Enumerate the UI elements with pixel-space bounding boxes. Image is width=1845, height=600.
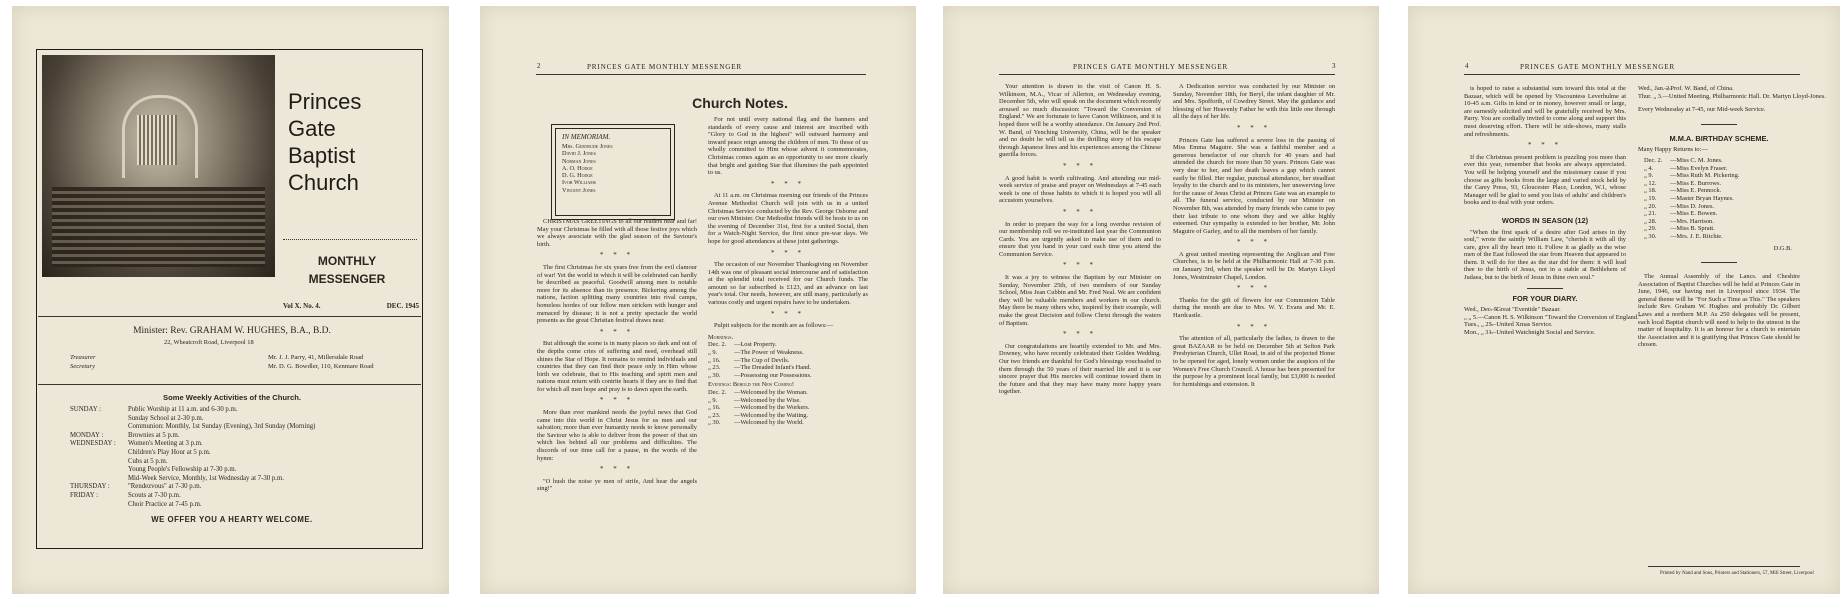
pulpit-subject-date: Dec. 2. (708, 341, 727, 349)
activity-line: Scouts at 7-30 p.m. (128, 491, 181, 499)
activity-day: FRIDAY : (70, 491, 99, 499)
birthday-entry-date: „ 29. (1644, 225, 1657, 233)
birthday-entry-text: —Miss E. Burrows. (1670, 179, 1722, 187)
activity-lines (128, 432, 180, 441)
running-header: PRINCES GATE MONTHLY MESSENGER (1073, 63, 1228, 71)
monthly-messenger-title (280, 252, 414, 288)
pulpit-subject-text: —Welcomed by the World. (734, 419, 804, 427)
birthday-entry (1644, 233, 1800, 241)
page-4 (1408, 6, 1840, 594)
memoriam-name: D. G. Hodge (562, 172, 593, 180)
right-column (708, 116, 868, 427)
activity-row (46, 440, 418, 483)
paragraph: Your attention is drawn to the visit of Canon H. S. Wilkinson, M.A., Vicar of Allerton, on Wednesday evening, December 5th, who will speak on the document which recently aroused so much discussion: "Toward the Conversion of England." We are fortunate to have Canon Wilkinson, and it is hoped there will be a worthy attendance. On January 2nd Prof. W. Band, of Yenching University, China, will be the speaker and no doubt he will tell us the thrilling story of his escape through Japanese lines and his experiences among the Chinese guerilla forces. (999, 83, 1161, 159)
pulpit-subject-date: „ 23. (708, 411, 721, 419)
birthday-signature: D.G.B. (1773, 244, 1792, 252)
separator-stars: * * * (771, 309, 805, 318)
diary-entry-date: Wed., Jan. 2. (1638, 85, 1671, 92)
birthday-entry-date: „ 4. (1644, 164, 1654, 172)
diary-entry-text: —Prof. W. Band, of China. (1664, 85, 1734, 92)
running-header: PRINCES GATE MONTHLY MESSENGER (587, 63, 742, 71)
diary-entry-text: —United Xmas Service. (1490, 321, 1553, 329)
header-rule (999, 74, 1335, 75)
birthday-entry-text: —Master Bryan Haynes. (1670, 194, 1734, 202)
pulpit-subject (708, 389, 868, 397)
minister-address: 22, Wheatcroft Road, Liverpool 18 (164, 339, 254, 346)
birthday-entry-text: —Mrs. Harrison. (1670, 217, 1714, 225)
birthday-entry-date: „ 21. (1644, 210, 1657, 218)
pulpit-subject (708, 372, 868, 380)
officer-secretary (70, 363, 410, 370)
separator-stars: * * * (600, 465, 634, 474)
page-2-church-notes (480, 6, 916, 594)
diary-entry-text: —United Meeting, Philharmonic Hall. Dr. Martyn Lloyd-Jones. (1662, 92, 1826, 100)
birthday-entry-text: —Miss Ruth M. Pickering. (1670, 172, 1740, 180)
pulpit-subject (708, 412, 868, 420)
activity-line: Women's Meeting at 3 p.m. (128, 440, 203, 448)
monthly-line: MONTHLY (317, 254, 377, 268)
section-title: Church Notes. (692, 95, 788, 111)
pulpit-subject (708, 341, 868, 349)
evenings-list (708, 389, 868, 427)
page-1-cover (12, 6, 449, 594)
birthday-entry-date: „ 18. (1644, 187, 1657, 195)
diary-entry-date: „ „ 5. (1464, 313, 1478, 321)
birthday-entry-text: —Miss Evelyn Fraser. (1670, 164, 1728, 172)
activity-day: SUNDAY : (70, 406, 102, 413)
printer-imprint: Printed by Nand and Sons, Printers and Stationers, 57, Mill Street, Liverpool (1660, 571, 1814, 576)
paragraph: Princes Gate has suffered a severe loss in the passing of Miss Emma Maguire. She was a faithful member and a generous benefactor of our church for 40 years and had attended the church for more than 50 years. Princes Gate was very dear to her, and her death leaves a gap which cannot easily be filled. Her regular, punctual attendance, her steadfast loyalty to the church and to its ministers, her unswerving love for the cause of Jesus Christ at Princes Gate was an example to all. The funeral service, conducted by our Minister on November 8th, was attended by many friends who came to pay their last tribute to one whom they and we alike highly esteemed. Our sympathy is extended to her brother, Mr. John Maguire of Garley, and to all the members of her family. (1173, 136, 1335, 235)
activity-day: WEDNESDAY : (70, 440, 116, 448)
diary-entry (1638, 85, 1800, 93)
diary-list (1464, 306, 1642, 337)
activity-line: "Rendezvous" at 7-30 p.m. (128, 483, 202, 491)
pulpit-subject-date: „ 30. (708, 371, 721, 379)
diary-entry (1464, 329, 1626, 337)
birthday-entry (1644, 203, 1800, 211)
paragraph: More than ever mankind needs the joyful news that God came into this world in Christ Jesus for us men and our salvation; more than ever humanity needs to know personally the Saviour who is able to deliver from the power of that sin which lies behind all our problems and difficulties. The discords of our time call for a pause, in the words of the hymn: (537, 409, 697, 462)
memoriam-heading: IN MEMORIAM. (562, 133, 611, 141)
paragraph: If the Christmas present problem is puzzling you more than ever this year, remember that books are always appreciated. You will be helping yourself and the missionary cause if you choose as gifts books from the large and varied stock held by the Carey Press, 93, Gloucester Place, London, W.1, whose Manager will be glad to send you lists of adults' and children's books and to deal with your orders. (1464, 153, 1626, 207)
organ-arch (122, 95, 198, 178)
separator-stars: * * * (1063, 207, 1097, 216)
header-rule (1464, 74, 1800, 75)
section-divider (1701, 124, 1737, 125)
birthday-entry (1644, 225, 1800, 233)
pulpit-subject (708, 364, 868, 372)
officer-treasurer (70, 354, 410, 361)
pulpit-subject-text: —The Cup of Devils. (734, 356, 790, 364)
pulpit-subject-text: —The Dreaded Infant's Hand. (734, 364, 812, 372)
pulpit-subject (708, 404, 868, 412)
birthday-intro: Many Happy Returns to:— (1638, 146, 1708, 154)
separator-stars: * * * (1063, 161, 1097, 170)
activity-line: Communion: Monthly, 1st Sunday (Evening), 3rd Sunday (Morning) (128, 423, 316, 431)
officer-role: Secretary (70, 363, 96, 370)
diary-entry (1464, 313, 1642, 322)
birthday-list (1638, 157, 1800, 241)
separator-stars: * * * (1237, 284, 1271, 293)
page-3 (943, 6, 1379, 594)
diary-entry-text: —Great "Eventide" Bazaar. (1490, 306, 1561, 314)
activity-row (46, 492, 418, 509)
birthday-entry (1644, 157, 1800, 165)
cover-rule (38, 316, 421, 317)
paragraph: For not until every national flag and the banners and standards of every cause and interest are inscribed with "Glory to God in the highest" will outward harmony and inward peace reign among the children of men. To those of us wholly committed to Him whose advent it commemorates, Christmas comes again as an opportunity to see more clearly that bright and guiding Star that illumines the path appointed to us. (708, 116, 868, 177)
paragraph: A great united meeting representing the Anglican and Free Churches, is to be held at the Philharmonic Hall at 7-30 p.m. on January 3rd, when the speaker will be Dr. Martyn Lloyd Jones, Westminster Chapel, London. (1173, 250, 1335, 281)
evenings-label: Evenings: Behold the New Coming! (708, 381, 794, 389)
pulpit-subject-date: „ 16. (708, 404, 721, 412)
header-rule (536, 74, 866, 75)
title-line: Church (288, 170, 359, 195)
paragraph: Thanks for the gift of flowers for our Communion Table during the month are due to Mrs. W. Y. Evans and Mr. E. Hardcastle. (1173, 296, 1335, 320)
activity-row (46, 406, 418, 432)
pulpit-subject (708, 357, 868, 365)
birthday-entry-text: —Miss B. Spratt. (1670, 225, 1715, 233)
officer-name: Mr. J. J. Parry, 41, Millersdale Road (268, 354, 364, 361)
birthday-entry-date: „ 19. (1644, 194, 1657, 202)
separator-stars: * * * (771, 248, 805, 257)
midweek-note: Every Wednesday at 7-45, our Mid-week Service. (1638, 106, 1766, 114)
officer-name: Mr. D. G. Bowdler, 110, Kenmare Road (268, 363, 374, 370)
words-in-season-text: "When the first spark of a desire after God arises in thy soul," wrote the saintly William Law, "cherish it with all thy care, give all thy heart into it. Follow it as gladly as the wise men of the East followed the star from Heaven that appeared to them. It will do for thee as the star did for them: it will lead thee to the birth of Jesus, not in a stable at Bethlehem of Judaea, but to the birth of Jesus in thine own soul." (1464, 228, 1627, 282)
title-divider (283, 239, 417, 240)
paragraph: Our congratulations are heartily extended to Mr. and Mrs. Downey, who have recently celebrated their Golden Wedding. Our two friends are thankful for God's blessings vouchsafed to them through the 50 years of their married life and it is our sincere prayer that His mercies will continue toward them in the future and that they may have many more happy years together. (999, 342, 1161, 396)
birthday-entry-text: —Miss E. Bowen. (1670, 210, 1718, 218)
pulpit-subject (708, 419, 868, 427)
pulpit-subject-text: —Lost Property. (734, 341, 777, 349)
page-number: 2 (537, 62, 541, 70)
activity-row (46, 483, 418, 492)
left-column (537, 218, 697, 497)
diary-entry-text: —Canon H. S. Wilkinson "Toward the Conversion of England." (1477, 313, 1642, 321)
paragraph: A good habit is worth cultivating. And attending our mid-week service of praise and prayer on Wednesdays at 7-45 each week is one of those habits to which it is hoped you will all accustom yourselves. (999, 174, 1161, 205)
pulpit-subject-date: „ 9. (708, 396, 718, 404)
section-divider (1701, 262, 1737, 263)
activity-line: Public Worship at 11 a.m. and 6-30 p.m. (128, 406, 238, 413)
birthday-entry (1644, 195, 1800, 203)
activity-line: Sunday School at 2-30 p.m. (128, 414, 204, 422)
paragraph: Pulpit subjects for the month are as follows:— (714, 322, 834, 330)
running-header: PRINCES GATE MONTHLY MESSENGER (1520, 63, 1675, 71)
diary-entry (1464, 321, 1626, 329)
birthday-entry (1644, 165, 1800, 173)
birthday-scheme-title: M.M.A. BIRTHDAY SCHEME. (1669, 133, 1769, 143)
birthday-entry-date: „ 20. (1644, 202, 1657, 210)
birthday-entry (1644, 187, 1800, 195)
section-divider (1527, 288, 1563, 289)
pulpit-subject-date: „ 16. (708, 356, 721, 364)
diary-entry-date: Tues., „ 25. (1464, 321, 1494, 329)
issue-date: DEC. 1945 (386, 302, 419, 310)
printer-rule (1648, 566, 1800, 567)
volume-number: Vol X. No. 4. (283, 302, 321, 310)
diary-entry-date: Wed., Dec. 5. (1464, 306, 1499, 314)
activity-lines (128, 483, 201, 492)
activities-title: Some Weekly Activities of the Church. (163, 393, 301, 402)
paragraph: CHRISTMAS GREETINGS to all our readers near and far! May your Christmas be filled with all those festive joys which we always associate with the glad season of the Saviour's birth. (537, 218, 697, 248)
paragraph: "O hush the noise ye men of strife, And hear the angels sing!" (537, 477, 697, 493)
paragraph: It was a joy to witness the Baptism by our Minister on Sunday, November 25th, of two members of our Sunday School, Miss Jean Cubbin and Mr. Fred Neal. We are confident they will be valuable members and workers in our church. May there be many others who, inspired by their example, will make the great Decision and follow Christ through the waters of Baptism. (999, 274, 1161, 327)
mornings-list (708, 341, 868, 379)
left-column (1464, 85, 1642, 337)
diary-entry (1638, 92, 1826, 101)
page-number: 3 (1332, 62, 1336, 70)
separator-stars: * * * (1237, 322, 1271, 331)
pulpit-subject-text: —Welcomed by the Wise. (734, 396, 801, 404)
cover-rule (38, 384, 421, 385)
pulpit-subject-date: „ 30. (708, 419, 721, 427)
mornings-label: Mornings. (708, 333, 734, 341)
memoriam-name: Vincent Jones (562, 186, 596, 194)
birthday-entry-text: —Miss C. M. Jones. (1670, 156, 1723, 164)
church-title (288, 88, 416, 196)
birthday-entry (1644, 210, 1800, 218)
separator-stars: * * * (600, 396, 634, 405)
pulpit-subject-date: Dec. 2. (708, 389, 727, 396)
birthday-entry-date: „ 30. (1644, 232, 1657, 240)
pulpit-subject (708, 349, 868, 357)
paragraph: The occasion of our November Thanksgiving on November 14th was one of pleasant social intercourse and of satisfaction at the splendid total received for our Church funds. The amount so far subscribed is £123, and an advance on last year's total. Our needs, however, are still many, particularly as various costly and urgent repairs have to be undertaken. (708, 261, 868, 307)
title-line: Baptist (288, 143, 356, 168)
separator-stars: * * * (771, 179, 805, 188)
memoriam-names (562, 143, 664, 194)
words-in-season-title: WORDS IN SEASON (12) (1501, 215, 1589, 225)
volume-line (283, 302, 419, 310)
birthday-entry (1644, 180, 1800, 188)
activity-line: Cubs at 5 p.m. (128, 457, 168, 465)
birthday-entry-text: —Mrs. J. E. Ritchie. (1670, 232, 1723, 240)
diary-entry (1464, 306, 1626, 314)
separator-stars: * * * (1237, 123, 1271, 132)
paragraph: In order to prepare the way for a long overdue revision of our membership roll we re-instituted last year the Communion Cards. You are urgently asked to make use of them and to ensure that you hand in your card each time you attend the Communion Service. (999, 220, 1161, 258)
activity-line: Brownies at 5 p.m. (128, 431, 180, 439)
activity-lines (128, 492, 202, 509)
paragraph: A Dedication service was conducted by our Minister on Sunday, November 18th, for Beryl, the infant daughter of Mr. and Mrs. Spofforth, of Cowdrey Street. May the guidance and blessing of her Heavenly Father be with this little one through all the days of her life. (1173, 83, 1335, 121)
welcome-banner: WE OFFER YOU A HEARTY WELCOME. (151, 515, 313, 525)
memoriam-name: Ivor Williams (562, 179, 597, 187)
separator-stars: * * * (1237, 238, 1271, 247)
activity-lines (128, 440, 284, 483)
birthday-entry-date: „ 12. (1644, 179, 1657, 187)
title-line: Gate (288, 116, 336, 141)
pulpit-subject-text: —Welcomed by the Woman. (734, 389, 808, 396)
pulpit-subject-text: —The Power of Weakness. (734, 349, 804, 357)
pulpit-subject (708, 397, 868, 405)
title-line: Princes (288, 89, 362, 114)
birthday-entry-text: —Miss D. Jones. (1670, 202, 1715, 210)
activity-line: Mid-Week Service, Monthly, 1st Wednesday at 7-30 p.m. (128, 474, 284, 482)
left-column (999, 83, 1161, 400)
in-memoriam-box (551, 124, 675, 220)
church-interior-photo (42, 55, 275, 277)
right-column (1173, 83, 1335, 392)
activities-list (46, 406, 418, 509)
separator-stars: * * * (1063, 330, 1097, 339)
page-number: 4 (1465, 62, 1469, 70)
weekly-activities (46, 389, 418, 545)
diary-continued (1638, 85, 1826, 100)
activity-line: Choir Practice at 7-45 p.m. (128, 500, 202, 508)
activity-day: MONDAY : (70, 431, 104, 439)
minister-line: Minister: Rev. GRAHAM W. HUGHES, B.A., B.D. (133, 326, 331, 336)
activity-day: THURSDAY : (70, 483, 110, 491)
diary-entry-text: —United Watchnight Social and Service. (1490, 329, 1596, 337)
right-column (1638, 85, 1826, 353)
pulpit-subject-date: „ 9. (708, 349, 718, 357)
birthday-entry-date: Dec. 2. (1644, 156, 1663, 164)
separator-stars: * * * (600, 251, 634, 260)
birthday-entry-text: —Miss E. Pennock. (1670, 187, 1722, 195)
paragraph: is hoped to raise a substantial sum toward this total at the Bazaar, which will be opened by Viscountess Leverhulme at 10-45 a.m. Gifts in kind or in money, however small or large, are earnestly solicited and will be gratefully received by Mrs. Parry. You are cordially invited to come along and support this most deserving effort. There will be side-shows, many stalls and refreshments. (1464, 85, 1626, 138)
pews (52, 187, 265, 267)
birthday-entry-date: „ 28. (1644, 217, 1657, 225)
pulpit-subject-text: —Welcomed by the Waiting. (734, 411, 809, 419)
activity-lines (128, 406, 315, 432)
paragraph: But although the scene is in many places so dark and out of the depths come cries of suffering and need, overhead still shines the Star of Hope. It remains to remind individuals and countries that they can find their peace only in Him whose birth we celebrate, that to His teaching and spirit men and nations must return with contrite hearts if they are to find that for which all men hope and pray is to dawn upon the earth. (537, 340, 697, 393)
activity-line: Young People's Fellowship at 7-30 p.m. (128, 466, 237, 474)
memoriam-name: Norman Jones (562, 157, 596, 165)
pulpit-subject-text: —Possessing our Possessions. (734, 371, 812, 379)
diary-title: FOR YOUR DIARY. (1512, 293, 1578, 303)
memoriam-name: David J. Jones (562, 150, 596, 158)
diary-entry-date: Mon., „ 31. (1464, 329, 1494, 337)
activity-row (46, 432, 418, 441)
diary-entry-date: Thur. „ 3. (1638, 92, 1663, 100)
pulpit-subject-date: „ 23. (708, 364, 721, 372)
separator-stars: * * * (1063, 261, 1097, 270)
memoriam-name: Mrs. Gertrude Jones (562, 143, 613, 150)
officer-role: Treasurer (70, 354, 96, 361)
birthday-entry-date: „ 9. (1644, 172, 1654, 180)
birthday-entry (1644, 172, 1800, 180)
memoriam-name: A. O. Hodge (562, 164, 593, 172)
activity-line: Children's Play Hour at 5 p.m. (128, 448, 211, 456)
messenger-line: MESSENGER (308, 272, 386, 286)
paragraph: The attention of all, particularly the ladies, is drawn to the great BAZAAR to be held on December 5th at Sefton Park Presbyterian Church, Ullet Road, in aid of the projected Home to be opened for aged, lonely women under the auspices of the Women's Free Church Council. A house has been presented for the purpose by a prominent local family, but £3,000 is needed for furnishings and extension. It (1173, 335, 1335, 388)
separator-stars: * * * (600, 327, 634, 336)
assembly-notice: The Annual Assembly of the Lancs. and Cheshire Association of Baptist Churches will be held at Princes Gate in June, 1946, our having met in Liverpool since 1934. The general theme will be "For Such a Time as This." The speakers include Rev. Graham W. Hughes and probably Dr. Gilbert Laws and a northern M.P. As 250 delegates will be present, each local Baptist church will need to help to the utmost in the matter of hospitality. It is an honour for a church to entertain the Association and it is gratifying that Princes Gate should be chosen. (1638, 273, 1800, 349)
separator-stars: * * * (1528, 141, 1562, 150)
birthday-entry (1644, 218, 1800, 226)
paragraph: The first Christmas for six years free from the evil clamour of war! Yet the world in which it will be celebrated can hardly be described as peaceful. Goodwill among men is notable more for its absence than its presence. Bickering among the nations, faction splitting many countries into rival camps, homeless hordes of our fellow men stricken with hunger and menaced by disease; it is not a pretty spectacle the world presents as the great Christian festival draws near. (537, 263, 697, 325)
pulpit-subject-text: —Welcomed by the Workers. (734, 404, 810, 412)
paragraph: At 11 a.m. on Christmas morning our friends of the Princes Avenue Methodist Church will join with us in a united Christmas Service conducted by the Rev. George Osborne and our own Minister. Our Methodist friends will be hosts to us on the evening of December 31st, first for a united Social, then for a Watch-Night Service, the first since pre-war days. We hope for good attendances at these joint gatherings. (708, 192, 868, 245)
